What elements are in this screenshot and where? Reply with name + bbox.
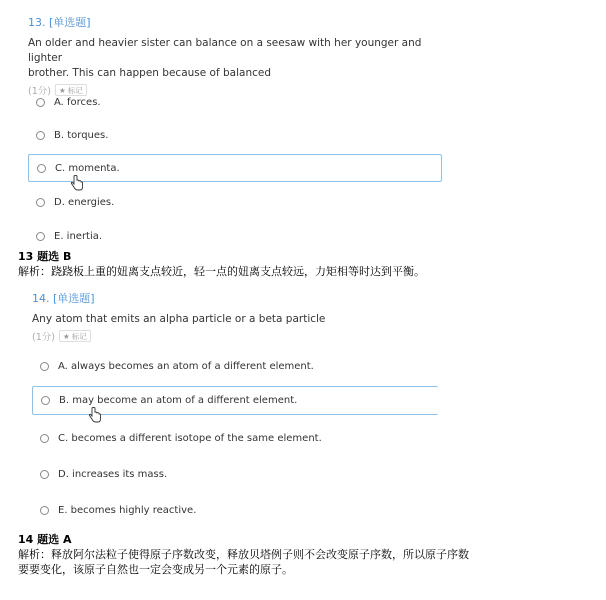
mark-label: 标记 <box>67 85 83 95</box>
mark-button[interactable] <box>59 330 91 342</box>
explanation-line: 要要变化，该原子自然也一定会变成另一个元素的原子。 <box>18 563 293 576</box>
answer-14 <box>18 532 469 577</box>
star-icon: ★ <box>58 85 66 95</box>
option-label: B. torques. <box>54 129 109 141</box>
option-b[interactable] <box>36 127 436 143</box>
option-c[interactable] <box>40 430 440 446</box>
radio-button[interactable] <box>36 198 45 207</box>
radio-button[interactable] <box>40 470 49 479</box>
option-label: E. becomes highly reactive. <box>58 504 197 516</box>
radio-button[interactable] <box>40 434 49 443</box>
mark-label: 标记 <box>71 331 87 341</box>
question-meta <box>32 329 452 343</box>
option-a[interactable] <box>40 358 440 374</box>
question-type: [单选题] <box>49 16 91 29</box>
question-text-line: brother. This can happen because of balanced <box>28 67 272 79</box>
score: (1分) <box>32 332 55 343</box>
option-label: D. energies. <box>54 196 115 208</box>
explanation-line: 解析：释放阿尔法粒子使得原子序数改变，释放贝塔例子则不会改变原子序数，所以原子序数 <box>18 548 469 561</box>
option-e[interactable] <box>36 228 436 244</box>
hand-cursor-icon <box>88 407 102 423</box>
question-13 <box>28 14 448 97</box>
radio-button[interactable] <box>36 232 45 241</box>
question-number: 13. <box>28 16 46 29</box>
question-text-line: Any atom that emits an alpha particle or a beta particle <box>32 313 326 325</box>
answer-line: 14 题选 A <box>18 533 72 546</box>
question-14 <box>32 290 452 343</box>
option-label: A. forces. <box>54 96 101 108</box>
option-c[interactable] <box>28 154 442 182</box>
option-d[interactable] <box>36 194 436 210</box>
score: (1分) <box>28 86 51 97</box>
radio-button[interactable] <box>36 98 45 107</box>
question-text <box>32 312 452 327</box>
question-number: 14. <box>32 292 50 305</box>
question-header <box>32 290 452 306</box>
hand-cursor-icon <box>70 175 84 191</box>
option-label: E. inertia. <box>54 230 103 242</box>
question-text-line: An older and heavier sister can balance on a seesaw with her younger and lighter <box>28 37 422 64</box>
radio-button[interactable] <box>37 164 46 173</box>
question-header <box>28 14 448 30</box>
explanation-line: 解析：跷跷板上重的妞离支点较近，轻一点的妞离支点较远，力矩相等时达到平衡。 <box>18 265 425 278</box>
answer-line: 13 题选 B <box>18 250 72 263</box>
option-label: D. increases its mass. <box>58 468 168 480</box>
question-text <box>28 36 448 81</box>
option-label: B. may become an atom of a different element. <box>59 395 298 406</box>
option-a[interactable] <box>36 94 436 110</box>
option-label: C. becomes a different isotope of the same element. <box>58 432 322 444</box>
radio-button[interactable] <box>40 506 49 515</box>
option-e[interactable] <box>40 502 440 518</box>
star-icon: ★ <box>62 331 70 341</box>
option-label: C. momenta. <box>55 162 120 174</box>
radio-button[interactable] <box>36 131 45 140</box>
question-type: [单选题] <box>53 292 95 305</box>
answer-13 <box>18 249 425 279</box>
option-label: A. always becomes an atom of a different element. <box>58 360 314 372</box>
radio-button[interactable] <box>40 362 49 371</box>
radio-button[interactable] <box>41 396 50 405</box>
option-d[interactable] <box>40 466 440 482</box>
